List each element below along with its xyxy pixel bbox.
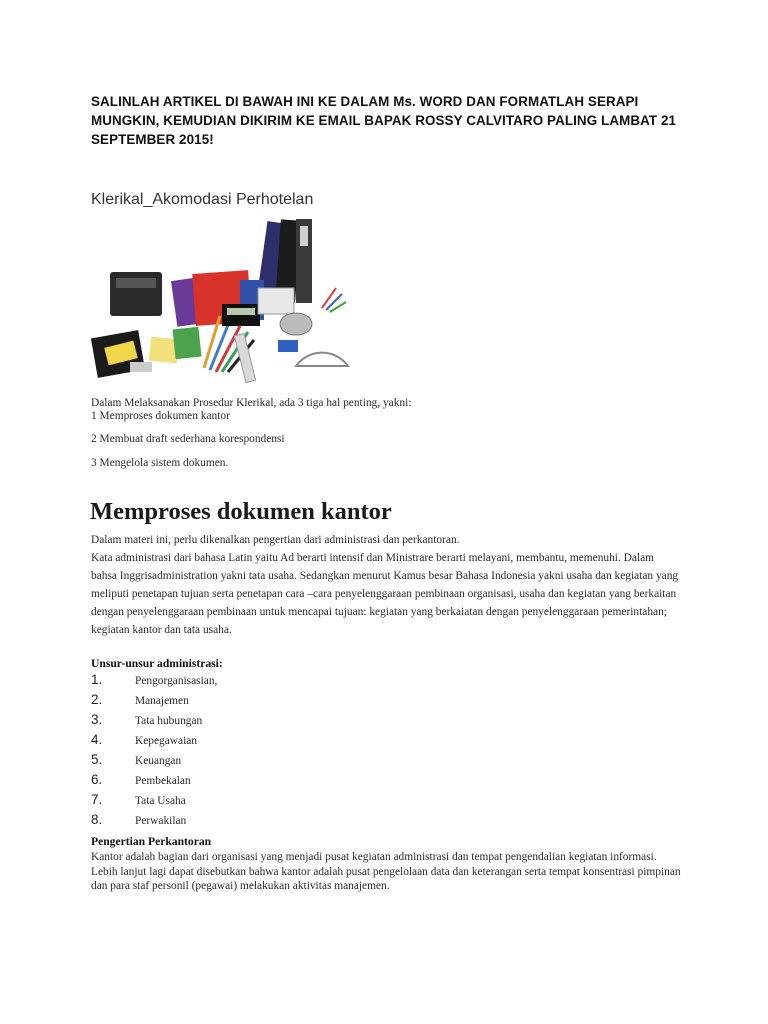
section-body xyxy=(91,531,681,639)
list-item xyxy=(91,812,391,832)
list-item xyxy=(91,752,391,772)
intro-item: 1 Memproses dokumen kantor xyxy=(91,410,230,422)
unsur-heading: Unsur-unsur administrasi: xyxy=(91,657,223,670)
list-text: Pembekalan xyxy=(135,775,191,787)
list-number: 7. xyxy=(91,792,103,807)
body-paragraph: Kantor adalah bagian dari organisasi yang menjadi pusat kegiatan administrasi dan tempat pengendalian kegiatan informasi. xyxy=(91,851,657,863)
list-number: 3. xyxy=(91,712,103,727)
list-number: 6. xyxy=(91,772,103,787)
list-item xyxy=(91,772,391,792)
list-number: 5. xyxy=(91,752,103,767)
perkantoran-heading: Pengertian Perkantoran xyxy=(91,835,212,848)
list-text: Keuangan xyxy=(135,755,182,767)
list-item xyxy=(91,792,391,812)
list-item xyxy=(91,692,391,712)
body-paragraph: Kata administrasi dari bahasa Latin yaitu Ad berarti intensif dan Ministrare berarti melayani, membantu, memenuhi. Dalam bahsa Inggrisadministration yakni tata usaha. Sedangkan menurut Kamus besar Bahasa Indonesia yakni usaha dan kegiatan yang meliputi penetapan tujuan serta penetapan cara –cara penyelenggaraan pembinaan organisasi, usaha dan kegiatan yang berkaitan dengan penyelenggaraan pembinaan untuk mencapai tujuan: kegiatan yang berkaiatan dengan penyelenggaraan pemerintahan; kegiatan kantor dan tata usaha. xyxy=(91,552,679,636)
instruction-text: SALINLAH ARTIKEL DI BAWAH INI KE DALAM Ms. WORD DAN FORMATLAH SERAPI MUNGKIN, KEMUDIAN DIKIRIM KE EMAIL BAPAK ROSSY CALVITARO PALING LAMBAT 21 SEPTEMBER 2015! xyxy=(91,94,677,147)
section-heading: Memproses dokumen kantor xyxy=(90,498,392,525)
body-paragraph: Lebih lanjut lagi dapat disebutkan bahwa kantor adalah pusat pengelolaan data dan keterangan serta tempat konsentrasi pimpinan dan para staf personil (pegawai) melakukan aktivitas manajemen. xyxy=(91,865,681,892)
body-paragraph: Dalam materi ini, perlu dikenalkan pengertian dari administrasi dan perkantoran. xyxy=(91,534,460,546)
article-title: Klerikal_Akomodasi Perhotelan xyxy=(91,191,314,208)
list-number: 2. xyxy=(91,692,103,707)
list-text: Tata Usaha xyxy=(135,795,186,807)
list-item xyxy=(91,672,391,692)
list-text: Perwakilan xyxy=(135,815,187,827)
office-supplies-image xyxy=(90,216,352,386)
list-number: 8. xyxy=(91,812,103,827)
list-text: Tata hubungan xyxy=(135,715,203,727)
list-number: 4. xyxy=(91,732,103,747)
list-text: Pengorganisasian, xyxy=(135,675,218,687)
list-text: Manajemen xyxy=(135,695,189,707)
intro-lead: Dalam Melaksanakan Prosedur Klerikal, ada 3 tiga hal penting, yakni: xyxy=(91,397,412,409)
list-text: Kepegawaian xyxy=(135,735,197,747)
intro-item: 2 Membuat draft sederhana korespondensi xyxy=(91,433,285,445)
perkantoran-body xyxy=(91,850,681,894)
intro-item: 3 Mengelola sistem dokumen. xyxy=(91,457,229,469)
list-number: 1. xyxy=(91,672,103,687)
list-item xyxy=(91,712,391,732)
list-item xyxy=(91,732,391,752)
